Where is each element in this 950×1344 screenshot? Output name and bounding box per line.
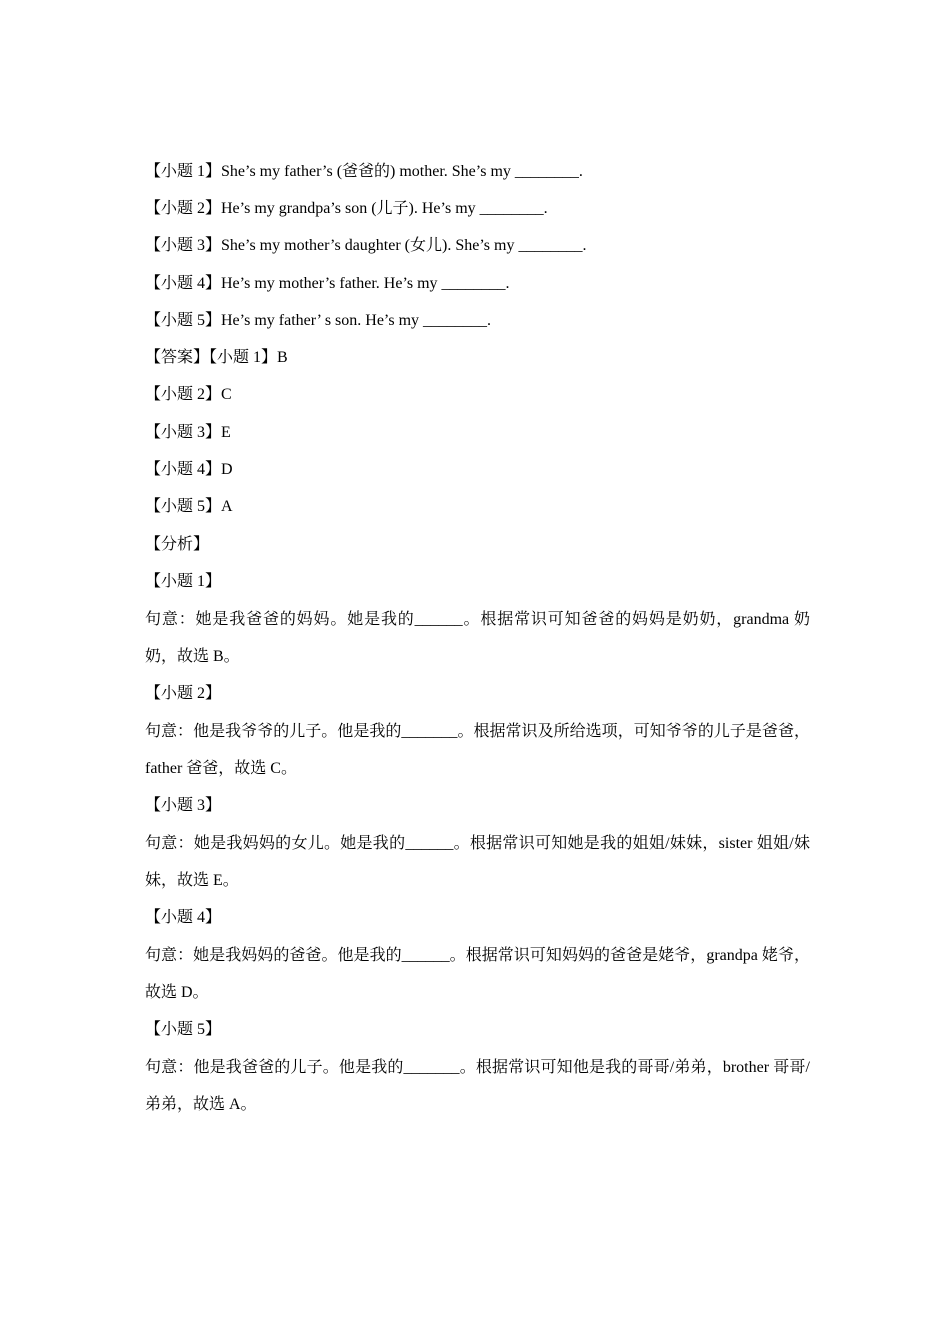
analysis-item-5-heading: 【小题 5】 — [145, 1021, 222, 1038]
analysis-item-5-text: 句意：他是我爸爸的儿子。他是我的_______。根据常识可知他是我的哥哥/弟弟，brother 哥哥/弟弟，故选 A。 — [145, 1059, 810, 1113]
analysis-item-3-heading: 【小题 3】 — [145, 797, 222, 814]
analysis-heading: 【分析】 — [145, 536, 210, 553]
answer-3: 【小题 3】E — [145, 424, 231, 441]
analysis-item-1-text: 句意：她是我爸爸的妈妈。她是我的______。根据常识可知爸爸的妈妈是奶奶，grandma 奶奶，故选 B。 — [145, 611, 810, 665]
question-5: 【小题 5】He’s my father’ s son. He’s my ________. — [145, 312, 492, 329]
analysis-item-4-heading: 【小题 4】 — [145, 909, 222, 926]
analysis-item-1-heading: 【小题 1】 — [145, 573, 222, 590]
analysis-item-2-text: 句意：他是我爷爷的儿子。他是我的_______。根据常识及所给选项，可知爷爷的儿子是爸爸，father 爸爸，故选 C。 — [145, 723, 810, 777]
analysis-item-3-text: 句意：她是我妈妈的女儿。她是我的______。根据常识可知她是我的姐姐/妹妹，sister 姐姐/妹妹，故选 E。 — [145, 835, 810, 889]
answer-4: 【小题 4】D — [145, 461, 233, 478]
answer-5: 【小题 5】A — [145, 498, 233, 515]
question-1: 【小题 1】She’s my father’s (爸爸的) mother. She’s my ________. — [145, 163, 583, 180]
analysis-item-4-text: 句意：她是我妈妈的爸爸。他是我的______。根据常识可知妈妈的爸爸是姥爷，grandpa 姥爷，故选 D。 — [145, 947, 810, 1001]
answer-heading: 【答案】【小题 1】B — [145, 349, 288, 366]
question-4: 【小题 4】He’s my mother’s father. He’s my ________. — [145, 275, 510, 292]
question-3: 【小题 3】She’s my mother’s daughter (女儿). She’s my ________. — [145, 237, 587, 254]
answer-2: 【小题 2】C — [145, 386, 232, 403]
question-2: 【小题 2】He’s my grandpa’s son (儿子). He’s my ________. — [145, 200, 548, 217]
analysis-item-2-heading: 【小题 2】 — [145, 685, 222, 702]
